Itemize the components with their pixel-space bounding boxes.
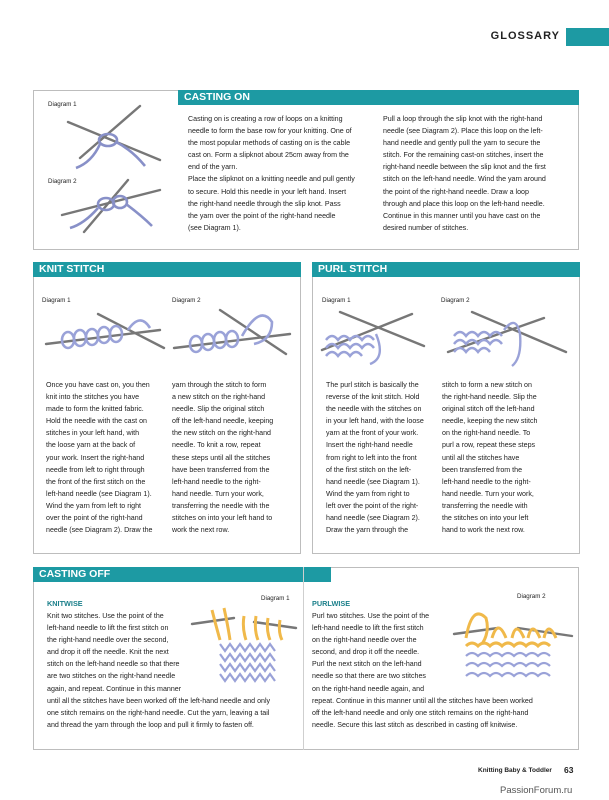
text-line: until all the stitches have been worked off the left-hand needle and only [47,697,271,705]
text-line: Wind the yarn from right to [326,489,410,498]
text-line: the stitches on into your left [442,514,529,523]
text-line: left over the point of the right- [326,501,419,510]
text-line: Draw the yarn through the [326,526,409,535]
casting-on-title: CASTING ON [178,90,579,105]
casting-on-diagram-1-label: Diagram 1 [48,101,77,108]
text-line: work the next row. [172,526,230,535]
text-line: left-hand needle (see Diagram 1). [46,489,152,498]
text-line: second, and drop it off the needle. [312,648,420,657]
text-line: the loose yarn at the back of [46,441,136,450]
text-line: been transferred from the [442,465,523,474]
casting-on-diagram-2-label: Diagram 2 [48,178,77,185]
text-line: the front of the first stitch on the [46,477,146,486]
text-line: knit into the stitches you have [46,393,140,402]
purl-diagram-2-label: Diagram 2 [441,297,470,304]
text-line: the right-hand needle through the slip knot. Pass [188,199,341,208]
section-tab [566,28,609,46]
purlwise-illustration [452,598,576,686]
text-line: hand needle. Turn your work, [442,489,534,498]
text-line: in your left hand, with the loose [326,417,424,426]
text-line: one stitch remains on the right-hand needle. Cut the yarn, leaving a tail [47,709,270,718]
text-line: on the right-hand needle over the [312,636,417,645]
casting-off-title: CASTING OFF [33,567,331,582]
text-line: the yarn over the point of the right-hand needle [188,211,336,220]
text-line: left-hand needle to lift the first stitch [312,624,424,633]
text-line: the right-hand needle. Slip the [442,393,537,402]
knit-stitch-text-col-2 [172,379,297,536]
purlwise-diagram-label: Diagram 2 [517,593,546,600]
casting-on-text-col-2 [383,113,578,234]
page-number: 63 [564,765,574,775]
text-line: hand needle (see Diagram 1). [326,477,420,486]
text-line: cast on. Form a slipknot about 25cm away from the [188,151,349,160]
text-line: original stitch off the left-hand [442,405,535,414]
text-line: Place the slipknot on a knitting needle and pull gently [188,175,355,184]
text-line: until all the stitches have [442,453,520,462]
text-line: end of the yarn. [188,163,238,172]
text-line: off the left-hand needle and only one stitch remains on the right-hand [312,709,529,718]
text-line: needle. Slip the original stitch [172,405,265,414]
casting-on-text-col-1 [188,113,378,234]
text-line: Wind the yarn from left to right [46,501,142,510]
text-line: needle (see Diagram 2). Draw the [46,526,153,535]
text-line: hand to work the next row. [442,526,525,535]
text-line: Insert the right-hand needle [326,441,413,450]
text-line: needle. Secure this last stitch as described in casting off knitwise. [312,721,518,730]
text-line: have been transferred from the [172,465,270,474]
text-line: stitches in your left hand, with [46,429,140,438]
knit-stitch-illustration [40,300,295,370]
text-line: Hold the needle with the cast on [46,417,147,426]
casting-on-illustration [40,100,175,240]
text-line: made to form the knitted fabric. [46,405,144,414]
text-line: and drop it off the needle. Knit the next [47,648,169,657]
text-line: Purl two stitches. Use the point of the [312,612,430,620]
text-line: the right-hand needle over the second, [47,636,169,645]
purlwise-heading: PURLWISE [312,599,351,608]
text-line: your work. Insert the right-hand [46,453,145,462]
text-line: needle, keeping the new stitch [442,417,538,426]
text-line: stitch on the left-hand needle so that there [47,660,180,669]
text-line: transferring the needle with the [172,501,270,510]
text-line: of the first stitch on the left- [326,465,412,474]
text-line: the most popular methods of casting on is the cable [188,139,351,148]
knit-stitch-text-col-1 [46,379,168,536]
text-line: stitch to form a new stitch on [442,381,532,389]
text-line: the needle with the stitches on [326,405,422,414]
purl-stitch-text-col-1 [326,379,444,536]
knitwise-text-narrow [47,610,217,695]
text-line: transferring the needle with [442,501,528,510]
casting-off-divider [303,567,304,750]
watermark-brand: PassionForum.ru [500,785,573,796]
text-line: over the point of the right-hand [46,514,143,523]
text-line: Pull a loop through the slip knot with the right-hand [383,115,543,123]
text-line: yarn at the front of your work. [326,429,419,438]
text-line: needle from left to right through [46,465,145,474]
text-line: Knit two stitches. Use the point of the [47,612,164,620]
magazine-title: Knitting Baby & Toddler [478,767,552,774]
needle-icon [68,106,160,160]
text-line: needle to form the base row for your knitting. One of [188,127,352,136]
purl-diagram-1-label: Diagram 1 [322,297,351,304]
text-line: these steps until all the stitches [172,453,271,462]
text-line: needle (see Diagram 2). Place this loop on the left- [383,127,543,136]
purl-stitch-illustration [316,300,576,370]
text-line: again, and repeat. Continue in this manner [47,684,182,693]
text-line: off the left-hand needle, keeping [172,417,274,426]
text-line: stitch on the left-hand needle. Wind the yarn around [383,175,546,184]
text-line: needle. To knit a row, repeat [172,441,261,450]
knitwise-heading: KNITWISE [47,599,83,608]
text-line: stitch. For the remaining cast-on stitches, insert the [383,151,544,160]
text-line: The purl stitch is basically the [326,381,419,389]
text-line: (see Diagram 1). [188,223,241,232]
text-line: right-hand needle between the slip knot and the first [383,163,546,172]
text-line: needle so that there are two stitches [312,672,426,681]
text-line: reverse of the knit stitch. Hold [326,393,420,402]
text-line: left-hand needle to the right- [442,477,531,486]
text-line: are two stitches on the right-hand needle [47,672,176,681]
knit-diagram-2-label: Diagram 2 [172,297,201,304]
text-line: on the right-hand needle. To [442,429,531,438]
section-title: GLOSSARY [490,30,560,42]
text-line: stitches on into your left hand to [172,514,273,523]
text-line: Once you have cast on, you then [46,381,150,389]
text-line: yarn through the stitch to form [172,381,267,389]
knitwise-text-wide [47,695,299,731]
knitwise-diagram-label: Diagram 1 [261,595,290,602]
text-line: Purl the next stitch on the left-hand [312,660,422,669]
text-line: the point of the right-hand needle. Draw a loop [383,187,529,196]
knit-diagram-1-label: Diagram 1 [42,297,71,304]
purlwise-text-wide [312,695,574,731]
text-line: to secure. Hold this needle in your left hand. Insert [188,187,347,196]
text-line: hand needle (see Diagram 2). [326,514,420,523]
text-line: on the right-hand needle again, and [312,684,425,693]
text-line: left-hand needle to the right- [172,477,261,486]
text-line: Casting on is creating a row of loops on a knitting [188,115,343,123]
text-line: purl a row, repeat these steps [442,441,536,450]
knit-stitch-title: KNIT STITCH [33,262,301,277]
text-line: repeat. Continue in this manner until all the stitches have been worked [312,697,533,705]
purlwise-text-narrow [312,610,462,695]
text-line: hand needle and gently pull the yarn to secure the [383,139,541,148]
text-line: left-hand needle to lift the first stitch on [47,624,169,633]
text-line: desired number of stitches. [383,223,469,232]
purl-stitch-title: PURL STITCH [312,262,580,277]
text-line: through and place this loop on the left-hand needle. [383,199,545,208]
text-line: a new stitch on the right-hand [172,393,266,402]
text-line: from right to left into the front [326,453,417,462]
purl-stitch-text-col-2 [442,379,572,536]
text-line: and thread the yarn through the loop and pull it firmly to fasten off. [47,721,254,730]
text-line: hand needle. Turn your work, [172,489,264,498]
text-line: the new stitch on the right-hand [172,429,271,438]
text-line: Continue in this manner until you have cast on the [383,211,541,220]
